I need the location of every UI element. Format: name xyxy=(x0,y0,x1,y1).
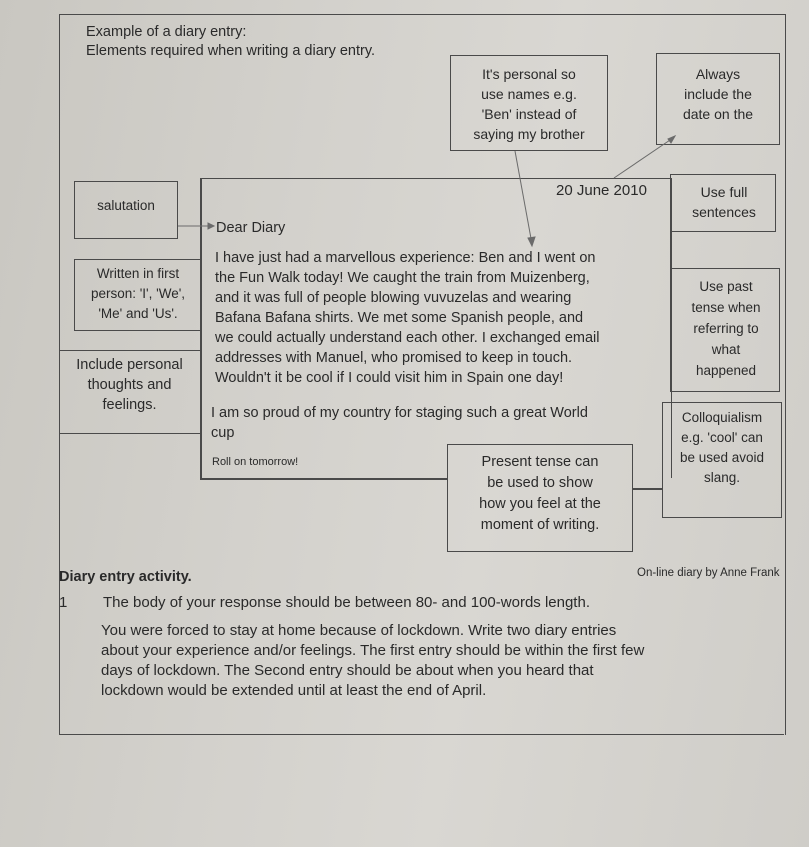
callout-colloquialism-line: slang. xyxy=(703,470,741,485)
activity-body xyxy=(101,621,644,701)
diary-line: addresses with Manuel, who promised to keep in touch. xyxy=(215,350,573,366)
callout-past-tense-line: referring to xyxy=(693,321,759,336)
callout-colloquialism-line: e.g. 'cool' can xyxy=(681,430,763,445)
callout-first-person-line: Written in first xyxy=(96,266,180,281)
callout-past-tense-line: what xyxy=(711,342,741,357)
activity-body-line: days of lockdown. The Second entry should be about when you heard that xyxy=(101,662,594,679)
diary-paragraph-2 xyxy=(211,403,588,443)
divider xyxy=(670,232,672,268)
activity-heading: Diary entry activity. xyxy=(59,569,192,585)
callout-names xyxy=(452,64,606,144)
diary-line: Bafana Bafana shirts. We met some Spanish people, and xyxy=(215,310,584,326)
diary-line: Wouldn't it be cool if I could visit him in Spain one day! xyxy=(215,370,564,386)
callout-date-line: include the xyxy=(684,86,752,102)
callout-names-line: 'Ben' instead of xyxy=(481,106,577,122)
activity-item-1: The body of your response should be between 80- and 100-words length. xyxy=(103,594,590,611)
diary-line: cup xyxy=(211,425,235,441)
callout-past-tense-line: tense when xyxy=(691,300,761,315)
diary-paragraph-1 xyxy=(215,248,600,388)
activity-body-line: about your experience and/or feelings. The first entry should be within the first few xyxy=(101,642,645,659)
callout-first-person-line: person: 'I', 'We', xyxy=(90,286,186,301)
callout-colloquialism xyxy=(664,408,780,488)
callout-personal-line: feelings. xyxy=(102,397,157,413)
diary-greeting: Dear Diary xyxy=(216,220,286,236)
callout-personal-line: thoughts and xyxy=(87,377,172,393)
diary-line: the Fun Walk today! We caught the train from Muizenberg, xyxy=(215,270,590,286)
activity-number: 1 xyxy=(59,594,68,611)
callout-salutation: salutation xyxy=(97,198,155,213)
activity-body-line: lockdown would be extended until at least the end of April. xyxy=(101,682,487,699)
callout-full-sentences-line: Use full xyxy=(700,184,748,200)
frame-bottom-rule xyxy=(59,734,784,735)
diary-line: I have just had a marvellous experience: Ben and I went on xyxy=(215,250,596,266)
callout-past-tense xyxy=(672,276,780,381)
connector-line xyxy=(633,488,663,490)
callout-present-tense xyxy=(449,452,631,536)
callout-date-line: Always xyxy=(695,66,741,82)
callout-names-line: use names e.g. xyxy=(481,86,577,102)
diary-line: I am so proud of my country for staging such a great World xyxy=(211,405,588,421)
callout-present-tense-line: Present tense can xyxy=(481,454,599,470)
callout-personal xyxy=(59,355,200,415)
callout-names-line: saying my brother xyxy=(473,126,585,142)
diary-date: 20 June 2010 xyxy=(556,182,647,199)
callout-full-sentences-line: sentences xyxy=(692,204,756,220)
page-title: Example of a diary entry: xyxy=(86,24,247,40)
callout-first-person xyxy=(76,264,200,324)
callout-colloquialism-line: Colloquialism xyxy=(681,410,763,425)
callout-personal-line: Include personal xyxy=(76,357,183,373)
callout-date xyxy=(660,64,776,124)
callout-present-tense-line: moment of writing. xyxy=(480,517,600,533)
callout-past-tense-line: Use past xyxy=(699,279,753,294)
callout-full-sentences xyxy=(672,182,776,222)
page-subtitle: Elements required when writing a diary entry. xyxy=(86,43,376,59)
callout-names-line: It's personal so xyxy=(482,66,576,82)
source-credit: On-line diary by Anne Frank xyxy=(637,567,780,579)
diary-signoff: Roll on tomorrow! xyxy=(212,456,299,468)
diary-line: and it was full of people blowing vuvuzelas and wearing xyxy=(215,290,572,306)
diary-box-left xyxy=(200,178,202,478)
diary-line: we could actually understand each other. I exchanged email xyxy=(215,330,600,346)
callout-present-tense-line: be used to show xyxy=(487,475,593,491)
callout-present-tense-line: how you feel at the xyxy=(479,496,601,512)
callout-date-line: date on the xyxy=(682,106,754,122)
diary-box-bottom xyxy=(200,478,448,480)
callout-first-person-line: 'Me' and 'Us'. xyxy=(98,306,178,321)
activity-body-line: You were forced to stay at home because of lockdown. Write two diary entries xyxy=(101,622,617,639)
callout-colloquialism-line: be used avoid xyxy=(679,450,765,465)
callout-past-tense-line: happened xyxy=(695,363,757,378)
